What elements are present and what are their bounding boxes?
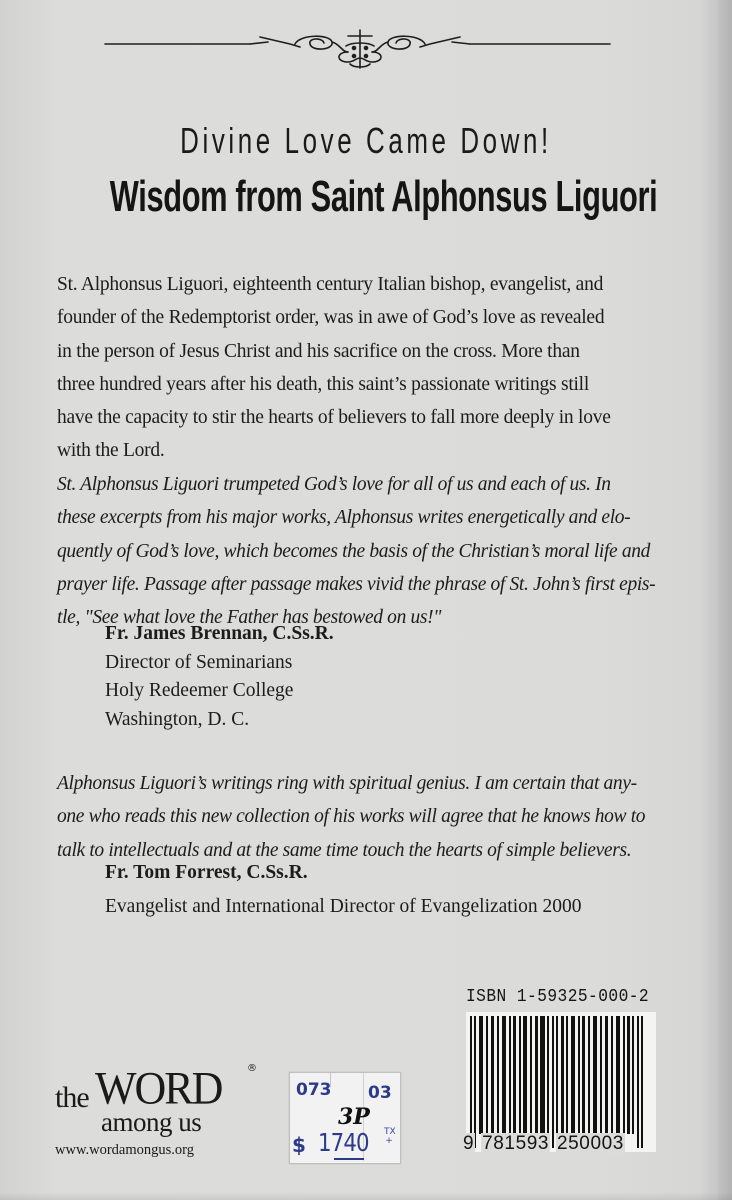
quote-line: Alphonsus Liguori’s writings ring with spiritual genius. I am certain that any- <box>57 773 637 794</box>
barcode <box>466 1012 656 1152</box>
book-subtitle: Divine Love Came Down! <box>180 120 552 161</box>
price-underline <box>334 1158 364 1160</box>
isbn-label: ISBN 1-59325-000-2 <box>466 987 650 1007</box>
endorsement-attribution <box>105 620 334 734</box>
book-description <box>57 268 682 468</box>
logo-the: the <box>55 1081 89 1114</box>
flourish-divider-icon <box>100 22 620 72</box>
quote-line: these excerpts from his major works, Alphonsus writes energetically and elo- <box>57 507 631 529</box>
bottom-edge-shadow <box>0 1192 732 1200</box>
endorser-title: Holy Redeemer College <box>105 680 294 701</box>
tax-mark <box>384 1128 394 1146</box>
barcode-digits <box>462 1133 625 1155</box>
price-sticker <box>289 1072 401 1164</box>
description-line: three hundred years after his death, this saint’s passionate writings still <box>57 373 590 395</box>
endorser-title: Evangelist and International Director of Evangelization 2000 <box>105 896 582 917</box>
publisher-url[interactable]: www.wordamongus.org <box>55 1142 194 1158</box>
quote-line: one who reads this new collection of his works will agree that he knows how to <box>57 806 646 828</box>
endorser-name: Fr. Tom Forrest, C.Ss.R. <box>105 862 308 883</box>
barcode-bars-icon <box>466 1012 656 1152</box>
sticker-price: 1740 <box>318 1128 369 1157</box>
endorser-title: Director of Seminarians <box>105 651 293 673</box>
endorsement-attribution <box>105 856 582 924</box>
quote-line: talk to intellectuals and at the same time touch the hearts of simple believers. <box>57 839 632 861</box>
page-edge-shadow <box>718 0 732 1200</box>
barcode-digits-left: 781593 <box>482 1133 550 1154</box>
description-line: have the capacity to stir the hearts of believers to fall more deeply in love <box>57 407 611 429</box>
logo-word: WORD <box>95 1062 222 1115</box>
description-line: St. Alphonsus Liguori, eighteenth century Italian bishop, evangelist, and <box>57 274 604 295</box>
quote-line: prayer life. Passage after passage makes vivid the phrase of St. John’s first epis- <box>57 573 656 595</box>
currency-symbol: $ <box>292 1133 306 1157</box>
tax-mark-bottom: + <box>385 1136 393 1146</box>
barcode-digits-right: 250003 <box>556 1133 624 1154</box>
quote-line: St. Alphonsus Liguori trumpeted God’s love for all of us and each of us. In <box>57 474 611 495</box>
book-title: Wisdom from Saint Alphonsus Liguori <box>109 172 658 221</box>
registered-mark-icon: ® <box>247 1063 257 1074</box>
description-line: with the Lord. <box>57 440 165 462</box>
sticker-code-left: 073 <box>296 1080 332 1100</box>
quote-line: tle, "See what love the Father has bestowed on us!" <box>57 607 442 629</box>
endorsement-quote <box>57 468 682 634</box>
tax-mark-top: TX <box>384 1127 396 1137</box>
endorser-title: Washington, D. C. <box>105 708 250 730</box>
description-line: founder of the Redemptorist order, was in awe of God’s love as revealed <box>57 307 605 329</box>
sticker-handwritten-note: 3P <box>338 1104 370 1130</box>
quote-line: quently of God’s love, which becomes the basis of the Christian’s moral life and <box>57 540 651 562</box>
endorsement-quote <box>57 767 682 867</box>
logo-among-us: among us <box>101 1107 202 1137</box>
endorser-name: Fr. James Brennan, C.Ss.R. <box>105 623 334 644</box>
sticker-code-right: 03 <box>368 1083 392 1103</box>
barcode-digit-prefix: 9 <box>463 1133 475 1154</box>
description-line: in the person of Jesus Christ and his sacrifice on the cross. More than <box>57 340 580 362</box>
